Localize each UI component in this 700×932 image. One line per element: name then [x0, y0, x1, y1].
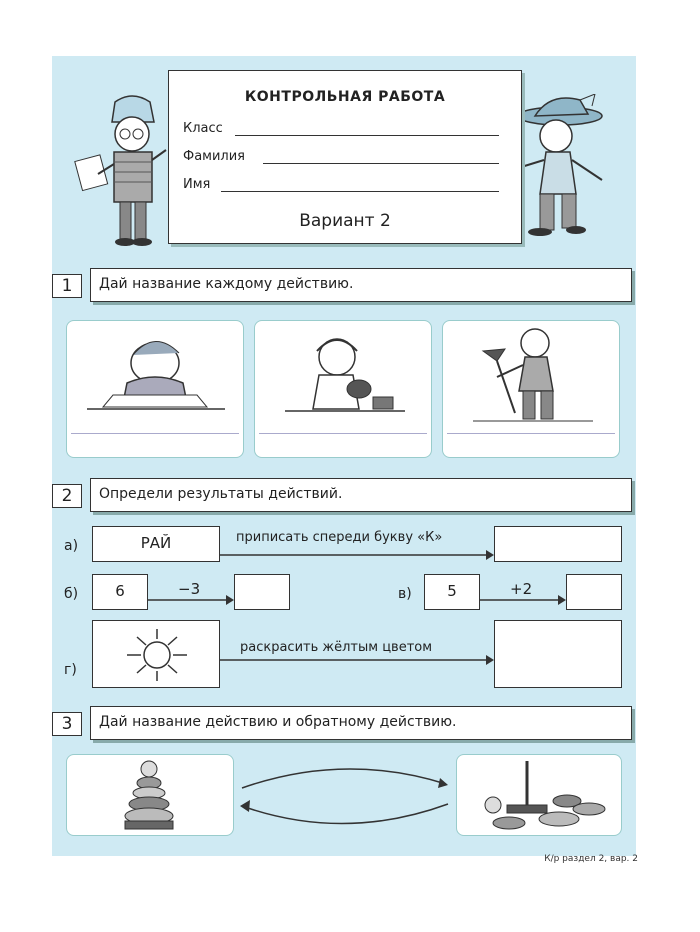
item-g-input [92, 620, 220, 688]
task2-instruction: Определи результаты действий. [90, 478, 632, 512]
picture-boy-writing [66, 320, 244, 458]
task2-number: 2 [52, 484, 82, 508]
boy-in-hat-illustration [510, 94, 615, 244]
answer-field-2[interactable] [259, 433, 427, 456]
header-card [168, 70, 522, 244]
item-g-arrow [220, 650, 496, 670]
item-g-operation: раскрасить жёлтым цветом [240, 640, 433, 655]
item-b-arrow [148, 590, 236, 610]
variant-label: Вариант 2 [299, 211, 391, 231]
footer-note: К/р раздел 2, вар. 2 [544, 854, 638, 864]
item-v-operation: +2 [510, 580, 533, 598]
item-a-operation: приписать спереди букву «К» [236, 530, 443, 545]
item-b-result[interactable] [234, 574, 290, 610]
item-v-label: в) [398, 586, 412, 602]
item-g-result[interactable] [494, 620, 622, 688]
picture-assembled-pyramid [66, 754, 234, 836]
item-a-arrow [220, 540, 496, 560]
item-v-arrow [480, 590, 568, 610]
task3-number: 3 [52, 712, 82, 736]
task3-instruction: Дай название действию и обратному действию. [90, 706, 632, 740]
boy-reading-illustration [70, 92, 180, 247]
item-a-label: а) [64, 538, 79, 554]
item-v-result[interactable] [566, 574, 622, 610]
item-b-input: 6 [92, 574, 148, 610]
picture-disassembled-pyramid [456, 754, 622, 836]
surname-field[interactable] [263, 163, 499, 164]
item-a-result[interactable] [494, 526, 622, 562]
sun-icon [117, 627, 197, 683]
item-b-label: б) [64, 586, 79, 602]
item-a-input: РАЙ [92, 526, 220, 562]
item-v-input: 5 [424, 574, 480, 610]
class-field[interactable] [235, 135, 499, 136]
pyramid-toy-icon [67, 755, 233, 835]
item-g-label: г) [64, 662, 77, 678]
surname-label: Фамилия [183, 149, 245, 164]
name-label: Имя [183, 177, 211, 192]
pyramid-parts-icon [457, 755, 621, 835]
worksheet-title: КОНТРОЛЬНАЯ РАБОТА [244, 89, 446, 105]
answer-field-3[interactable] [447, 433, 615, 456]
class-label: Класс [183, 121, 223, 136]
task1-instruction: Дай название каждому действию. [90, 268, 632, 302]
task1-number: 1 [52, 274, 82, 298]
item-b-operation: −3 [178, 580, 201, 598]
action-arrows [234, 760, 456, 832]
picture-boy-sweeping [442, 320, 620, 458]
name-field[interactable] [221, 191, 499, 192]
answer-field-1[interactable] [71, 433, 239, 456]
picture-girl-washing-dishes [254, 320, 432, 458]
